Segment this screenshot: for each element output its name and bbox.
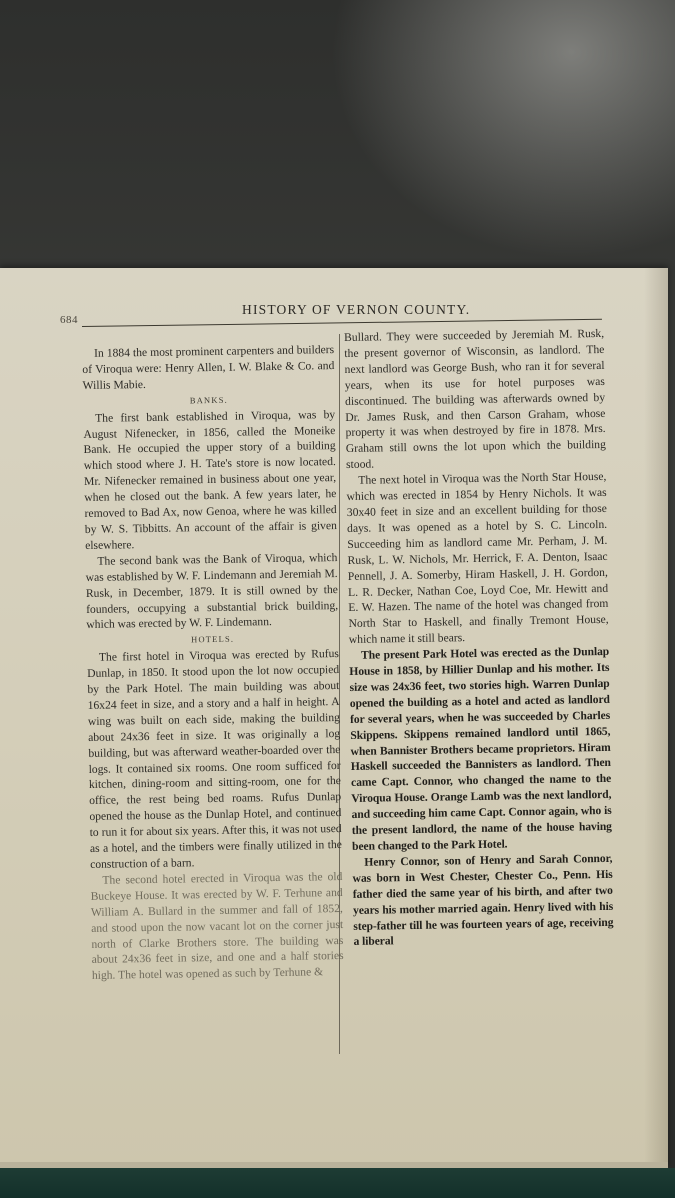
paragraph-first-bank: The first bank established in Viroqua, was by August Nifenecker, in 1856, called the Moneike Bank. He occupied the upper story of a building which stood where J. H. Tate's store is now located. Mr. Nifenecker remained in business about one year, when he closed out the bank. A few years later, he removed to Bad Ax, now Genoa, where he was killed by W. S. Tibbitts. An account of the affair is given elsewhere.	[83, 407, 337, 552]
paragraph-north-star: The next hotel in Viroqua was the North Star House, which was erected in 1854 by Henry Nichols. It was 30x40 feet in size and an excellent building for those days. It was opened as a hotel by S. C. Lincoln. Succeeding him as landlord came Mr. Perham, J. M. Rusk, L. W. Nichols, Mr. Herrick, F. A. Denton, Isaac Pennell, J. A. Somerby, Hiram Haskell, J. H. Gordon, L. R. Decker, Nathan Coe, Loyd Coe, Mr. Hewitt and E. W. Hazen. The name of the hotel was changed from North Star to Haskell, and finally Tremont House, which name it still bears.	[346, 470, 609, 647]
right-column	[344, 326, 614, 950]
paragraph-builders: In 1884 the most prominent carpenters and builders of Viroqua were: Henry Allen, I. W. Blake & Co. and Willis Mabie.	[82, 343, 335, 392]
running-head: HISTORY OF VERNON COUNTY.	[242, 302, 471, 317]
paragraph-first-hotel: The first hotel in Viroqua was erected by Rufus Dunlap, in 1850. It stood upon the lot now occupied by the Park Hotel. The main building was about 16x24 feet in size, and a story and a half in height. A wing was built on each side, making the building about 24x36 feet in size. It was originally a log building, but was afterward weather-boarded over the logs. It contained six rooms. One room sufficed for kitchen, dining-room and sitting-room, one for the office, the rest being bed roams. Rufus Dunlap opened the house as the Dunlap Hotel, and continued to run it for about six years. After this, it was not used as a hotel, and the timbers were finally utilized in the construction of a barn.	[87, 647, 342, 871]
page-number: 684	[60, 314, 78, 326]
paragraph-buckeye-continued: Bullard. They were succeeded by Jeremiah M. Rusk, the present governor of Wisconsin, as landlord. The next landlord was George Bush, who ran it for several years, when its use for hotel purposes was discontinued. The building was afterwards owned by Dr. James Rusk, and then Carson Graham, whose property it was when destroyed by fire in 1878. Mrs. Graham still owns the lot upon which the building stood.	[344, 326, 606, 472]
section-heading-banks: BANKS.	[189, 394, 228, 406]
book-cover-strip	[0, 1168, 675, 1198]
paragraph-second-hotel: The second hotel erected in Viroqua was the old Buckeye House. It was erected by W. F. Terhune and William A. Bullard in the summer and fall of 1852, and stood upon the now vacant lot on the corner just north of Clarke Brothers store. The building was about 24x36 feet in size, and one and a half stories high. The hotel was opened as such by Terhune &	[90, 869, 344, 983]
left-column	[82, 342, 344, 984]
paragraph-second-bank: The second bank was the Bank of Viroqua, which was established by W. F. Lindemann and Jeremiah M. Rusk, in December, 1879. It is still owned by the founders, occupying a substantial brick building, which was erected by W. F. Lindemann.	[85, 550, 339, 632]
paragraph-henry-connor: Henry Connor, son of Henry and Sarah Connor, was born in West Chester, Chester Co., Penn. His father died the same year of his birth, and after two years his mother married again. Henry lived with his step-father till he was fourteen years of age, receiving a liberal	[352, 851, 614, 949]
paragraph-park-hotel: The present Park Hotel was erected as the Dunlap House in 1858, by Hillier Dunlap and his mother. Its size was 24x36 feet, two stories high. Warren Dunlap opened the building as a hotel and acted as landlord for several years, when he was succeeded by Charles Skippens. Skippens remained landlord until 1865, when Bannister Brothers became proprietors. Hiram Haskell succeeded the Bannisters as landlord. Then came Capt. Connor, who changed the name to the Viroqua House. Orange Lamb was the next landlord, and succeeding him came Capt. Connor again, who is the present landlord, the name of the house having been changed to the Park Hotel.	[349, 645, 612, 853]
background-light	[330, 0, 675, 260]
section-heading-hotels: HOTELS.	[190, 633, 235, 645]
book-page	[0, 268, 668, 1168]
header-rule	[82, 319, 602, 327]
